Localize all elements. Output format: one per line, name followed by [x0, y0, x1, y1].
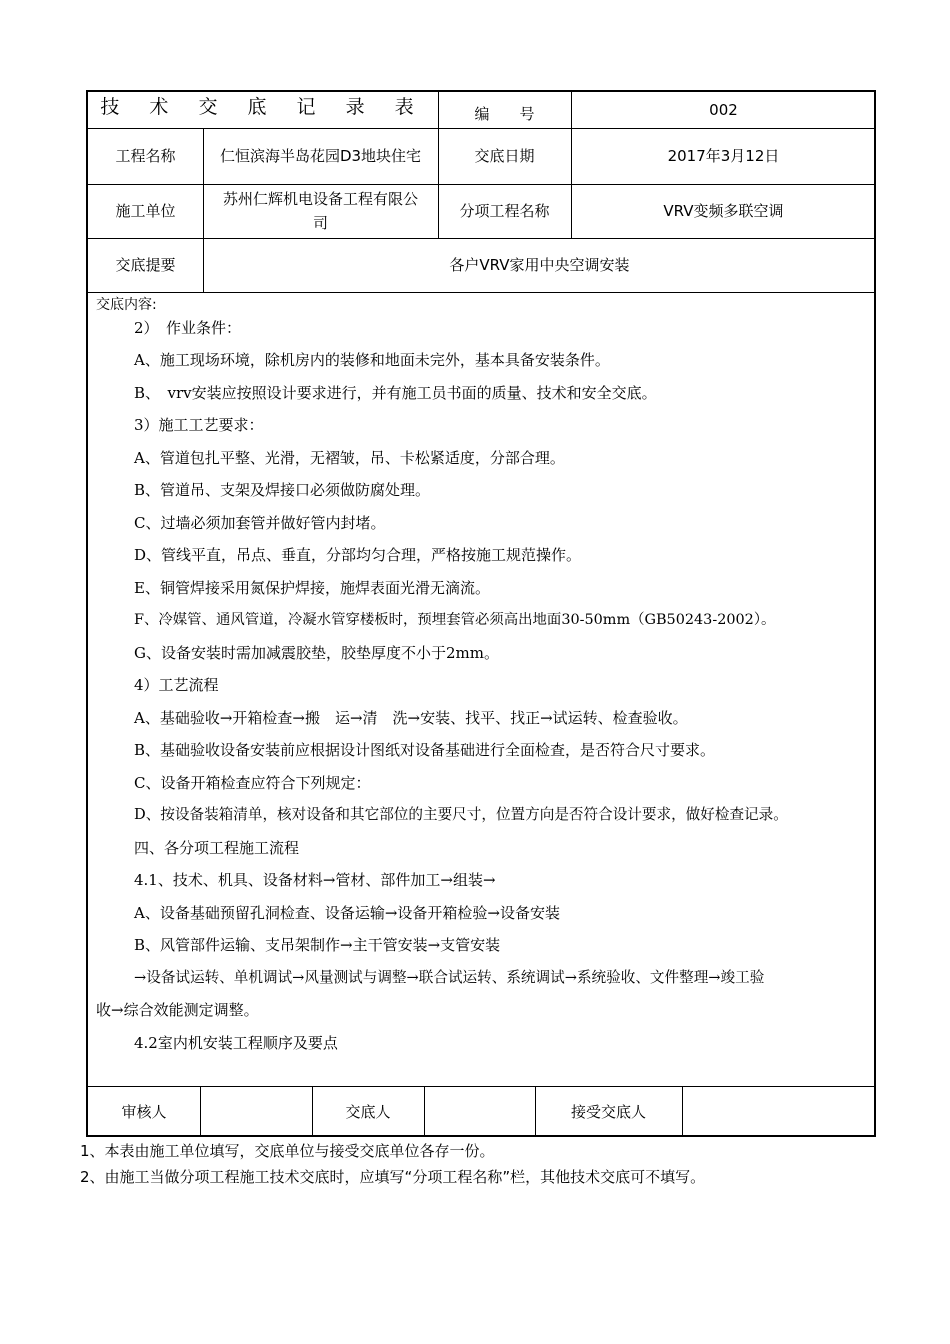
content-line: 4.1、技术、机具、设备材料→管材、部件加工→组装→ — [134, 871, 496, 889]
construction-unit-label: 施工单位 — [115, 202, 176, 220]
number-label: 编 号 — [474, 105, 535, 123]
content-line: B、管道吊、支架及焊接口必须做防腐处理。 — [134, 481, 431, 499]
content-line: 收→综合效能测定调整。 — [96, 1001, 259, 1019]
form-title: 技 术 交 底 记 录 表 — [100, 96, 426, 118]
summary-value: 各户VRV家用中央空调安装 — [449, 256, 630, 274]
content-line: D、管线平直，吊点、垂直，分部均匀合理，严格按施工规范操作。 — [134, 546, 582, 564]
content-line: E、铜管焊接采用氮保护焊接，施焊表面光滑无滴流。 — [134, 579, 490, 597]
date-value: 2017年3月12日 — [667, 147, 780, 165]
content-line: C、设备开箱检查应符合下列规定： — [134, 774, 371, 792]
content-line: 2） 作业条件： — [134, 319, 242, 337]
receiver-label: 接受交底人 — [570, 1102, 646, 1121]
footnote: 1、本表由施工单位填写，交底单位与接受交底单位各存一份。 — [80, 1142, 495, 1160]
row-divider — [88, 292, 874, 293]
receiver-field[interactable] — [682, 1086, 876, 1137]
content-line: A、设备基础预留孔洞检查、设备运输→设备开箱检验→设备安装 — [134, 904, 560, 922]
number-value: 002 — [709, 101, 738, 119]
content-line: 3）施工工艺要求： — [134, 416, 264, 434]
content-line: B、基础验收设备安装前应根据设计图纸对设备基础进行全面检查，是否符合尺寸要求。 — [134, 741, 716, 759]
footnote: 2、由施工当做分项工程施工技术交底时，应填写“分项工程名称”栏，其他技术交底可不填写。 — [80, 1168, 706, 1186]
subitem-name-value: VRV变频多联空调 — [663, 202, 784, 220]
reviewer-field[interactable] — [200, 1086, 312, 1137]
content-line: B、风管部件运输、支吊架制作→主干管安装→支管安装 — [134, 936, 501, 954]
content-line: →设备试运转、单机调试→风量测试与调整→联合试运转、系统调试→系统验收、文件整理→竣工验 — [134, 969, 765, 986]
date-label: 交底日期 — [474, 147, 535, 165]
content-line: G、设备安装时需加减震胶垫，胶垫厚度不小于2mm。 — [134, 644, 499, 662]
content-line: 四、各分项工程施工流程 — [134, 839, 300, 857]
content-line: A、管道包扎平整、光滑，无褶皱，吊、卡松紧适度，分部合理。 — [134, 449, 565, 467]
discloser-label: 交底人 — [345, 1102, 391, 1121]
discloser-field[interactable] — [424, 1086, 535, 1137]
content-line: B、 vrv安装应按照设计要求进行，并有施工员书面的质量、技术和安全交底。 — [134, 384, 657, 402]
content-line: D、按设备装箱清单，核对设备和其它部位的主要尺寸，位置方向是否符合设计要求，做好检查记录。 — [134, 806, 788, 823]
content-heading: 交底内容: — [96, 297, 157, 313]
content-line: 4）工艺流程 — [134, 676, 219, 694]
summary-label: 交底提要 — [115, 256, 176, 274]
project-name-value: 仁恒滨海半岛花园D3地块住宅 — [219, 147, 422, 165]
content-line: A、基础验收→开箱检查→搬 运→清 洗→安装、找平、找正→试运转、检查验收。 — [134, 709, 688, 727]
construction-unit-value: 苏州仁辉机电设备工程有限公司 — [222, 190, 418, 232]
content-line: A、施工现场环境，除机房内的装修和地面未完外，基本具备安装条件。 — [134, 351, 610, 369]
disclosure-record-form — [86, 90, 876, 1137]
content-line: 4.2室内机安装工程顺序及要点 — [134, 1034, 338, 1052]
reviewer-label: 审核人 — [121, 1102, 167, 1121]
content-line: F、冷媒管、通风管道，冷凝水管穿楼板时，预埋套管必须高出地面30-50mm（GB50243-2002）。 — [134, 612, 776, 628]
project-name-label: 工程名称 — [115, 147, 176, 165]
subitem-name-label: 分项工程名称 — [459, 202, 550, 220]
content-line: C、过墙必须加套管并做好管内封堵。 — [134, 514, 386, 532]
